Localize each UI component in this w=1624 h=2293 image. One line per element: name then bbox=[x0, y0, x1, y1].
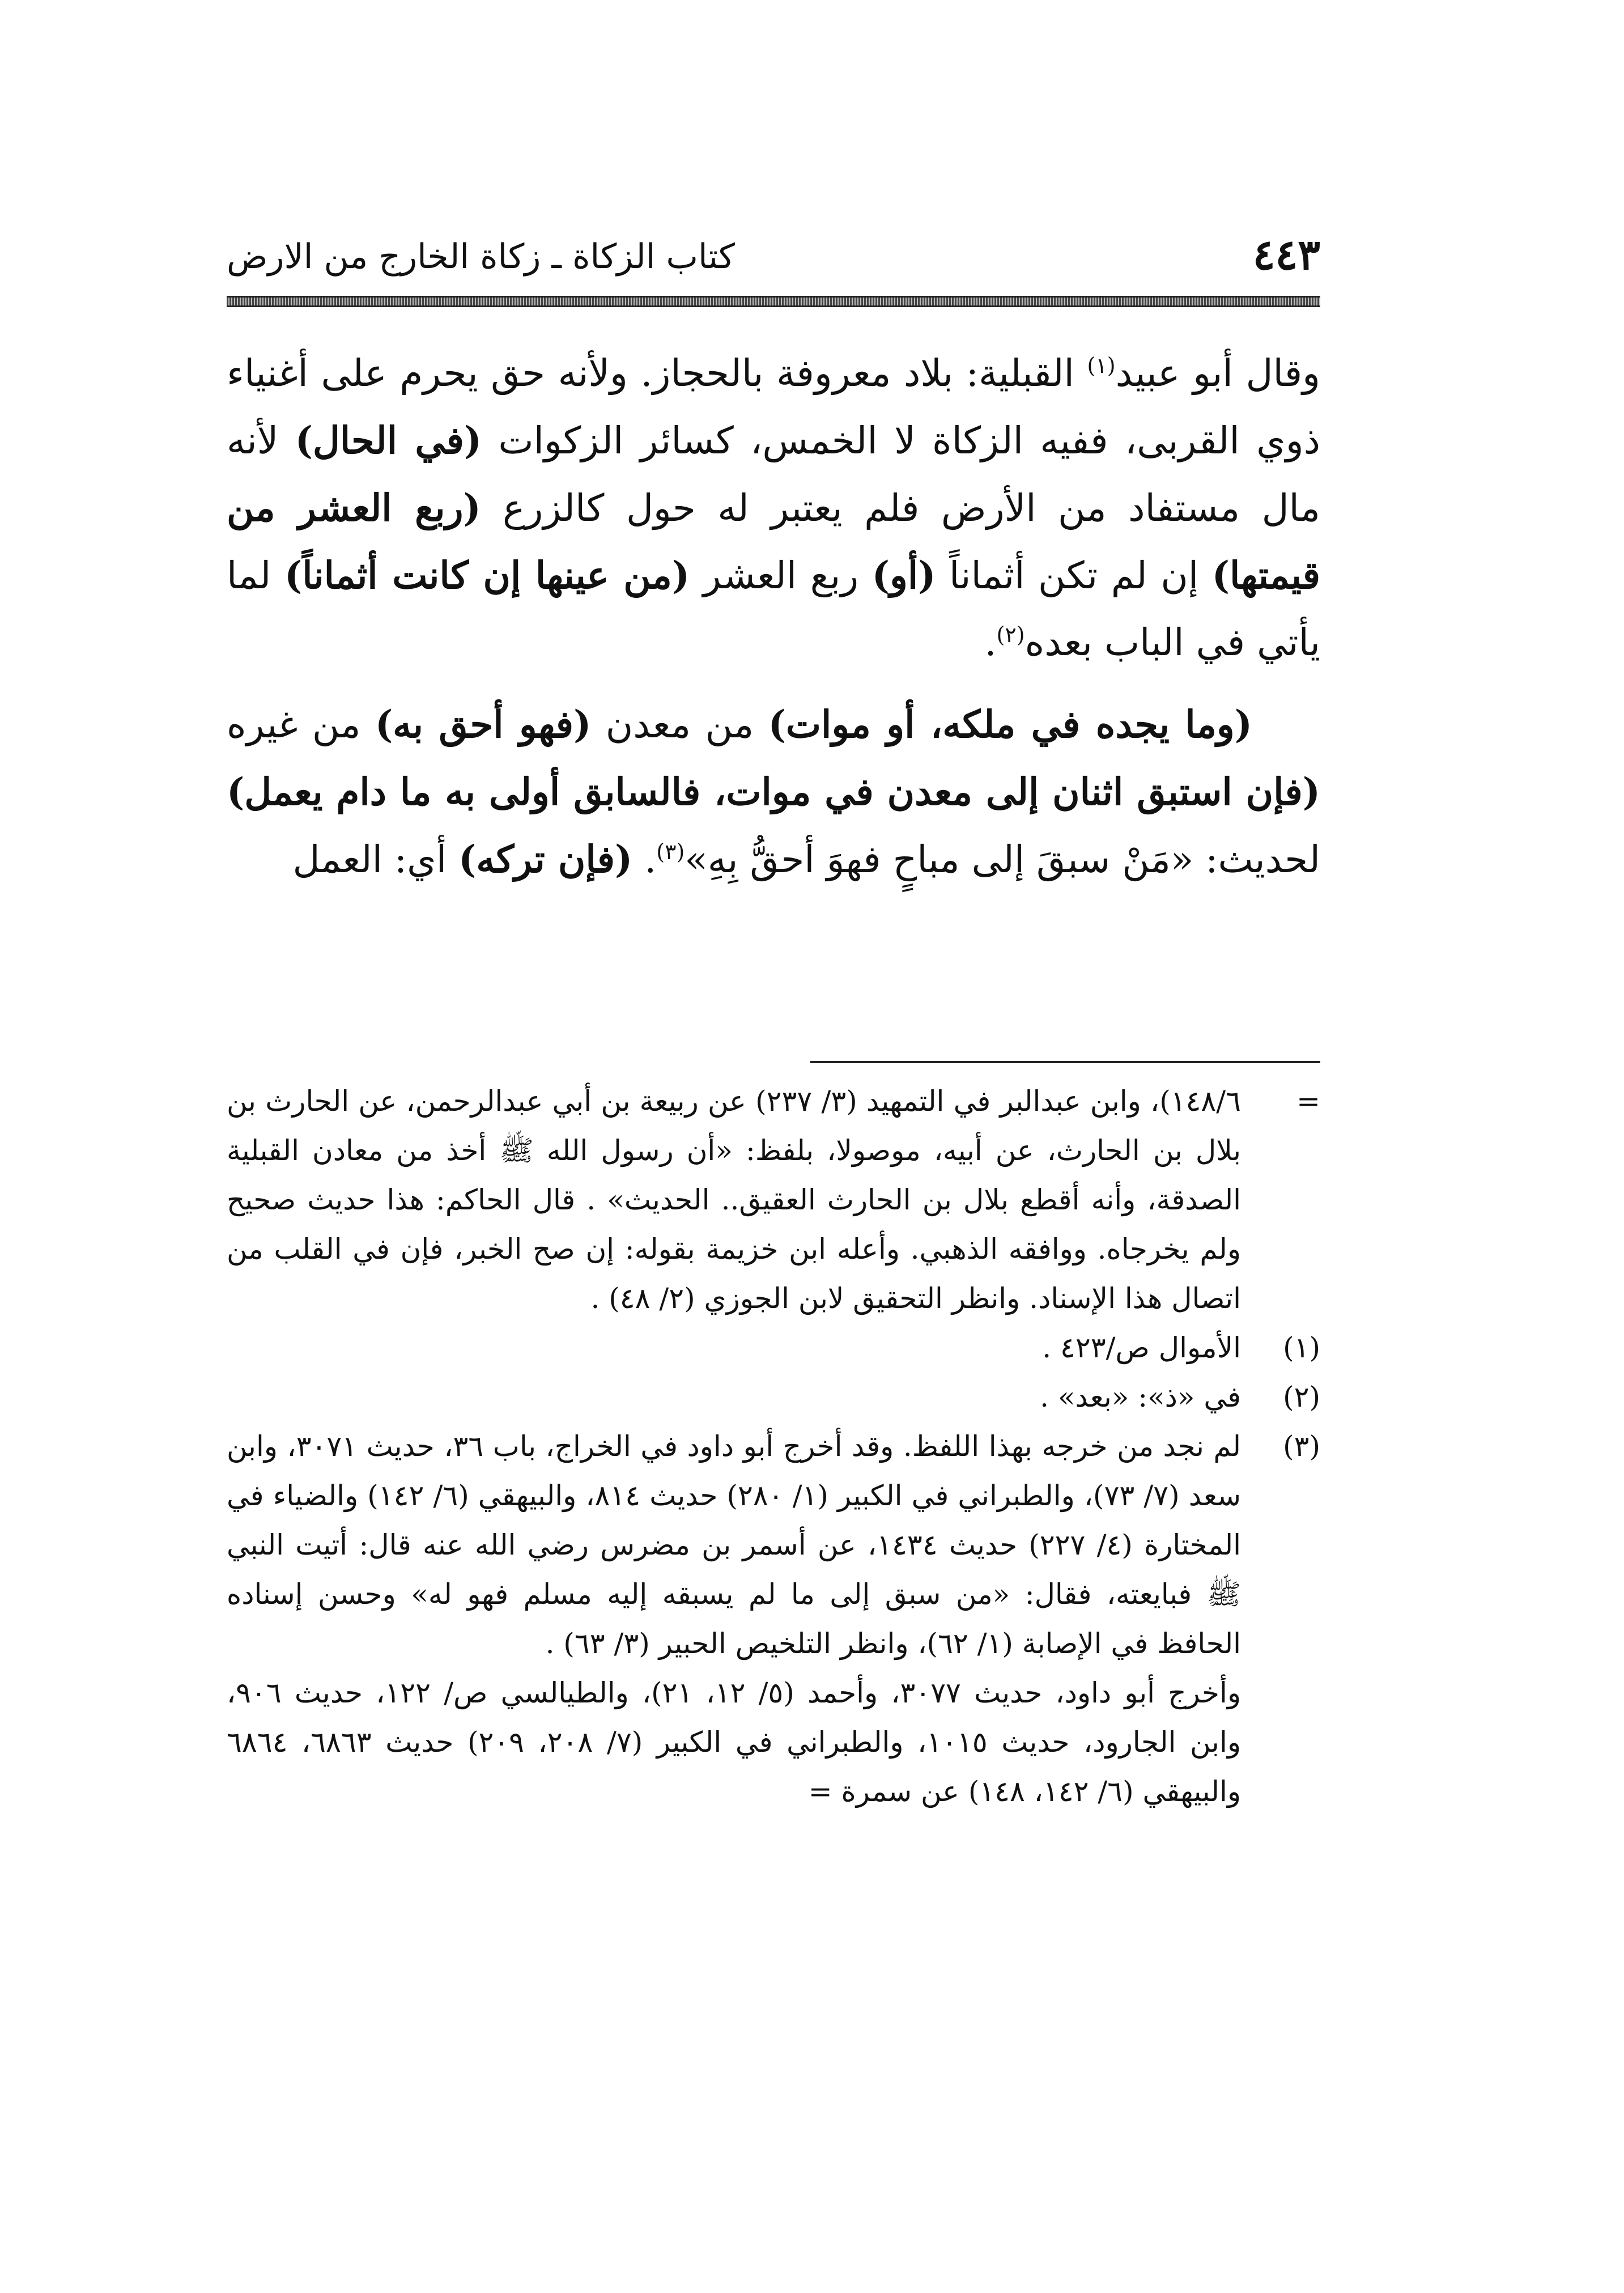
paragraph-1 bbox=[227, 340, 1320, 676]
footnote-text: في «ذ»: «بعد» . bbox=[1040, 1381, 1241, 1413]
main-text bbox=[227, 340, 1320, 908]
text-run: لأنه مال مستفاد من الأرض فلم يعتبر له حول كالزرع bbox=[227, 419, 1320, 530]
matn-text: (ربع العشر من قيمتها) bbox=[227, 486, 1321, 597]
footnote-text: الأموال ص/٤٢٣ . bbox=[1042, 1331, 1241, 1364]
matn-text: (فإن استبق اثنان إلى معدن في موات، فالسابق أولى به ما دام يعمل) bbox=[227, 770, 1320, 814]
text-run: القبلية: بلاد معروفة بالحجاز. ولأنه حق يحرم على أغنياء ذوي القربى، ففيه الزكاة لا الخمس، كسائر الزكوات bbox=[227, 351, 1320, 462]
footnote-3 bbox=[227, 1422, 1320, 1668]
footnote-continued bbox=[227, 1077, 1320, 1323]
text-run: أي: العمل bbox=[292, 838, 459, 881]
header-rule bbox=[227, 296, 1320, 307]
text-run: من معدن bbox=[591, 703, 768, 746]
text-run: لحديث: «مَنْ سبقَ إلى مباحٍ فهوَ أحقُّ بِهِ» bbox=[685, 838, 1320, 881]
footnote-text: لم نجد من خرجه بهذا اللفظ. وقد أخرج أبو داود في الخراج، باب ٣٦، حديث ٣٠٧١، وابن سعد (٧/ ٧٣)، والطبراني في الكبير (١/ ٢٨٠) حديث ٨١٤، والبيهقي (٦/ ١٤٢) والضياء في المختارة (٤/ ٢٢٧) حديث ١٤٣٤، عن أسمر بن مضرس رضي الله عنه قال: أتيت النبي ﷺ فبايعته، فقال: «من سبق إلى ما لم يسبقه إليه مسلم فهو له» وحسن إسناده الحافظ في الإصابة (١/ ٦٢)، وانظر التلخيص الحبير (٣/ ٦٣) . bbox=[227, 1430, 1242, 1660]
footnote-ref-1: (١) bbox=[1087, 353, 1116, 378]
footnote-ref-3: (٣) bbox=[656, 839, 685, 864]
text-run: إن لم تكن أثماناً bbox=[936, 554, 1212, 597]
footnote-3-continuation: وأخرج أبو داود، حديث ٣٠٧٧، وأحمد (٥/ ١٢، ٢١)، والطيالسي ص/ ١٢٢، حديث ٩٠٦، وابن الجارود، حديث ١٠١٥، والطبراني في الكبير (٧/ ٢٠٨، ٢٠٩) حديث ٦٨٦٣، ٦٨٦٤ والبيهقي (٦/ ١٤٢، ١٤٨) عن سمرة = bbox=[227, 1676, 1242, 1808]
page-number: ٤٤٣ bbox=[1252, 231, 1320, 279]
text-run: . bbox=[984, 621, 997, 664]
text-run: . bbox=[632, 838, 657, 881]
footnote-text: ١٤٨/٦)، وابن عبدالبر في التمهيد (٣/ ٢٣٧) عن ربيعة بن أبي عبدالرحمن، عن الحارث بن بلال بن الحارث، عن أبيه، موصولا، بلفظ: «أن رسول الله ﷺ أخذ من معادن القبلية الصدقة، وأنه أقطع بلال بن الحارث العقيق.. الحديث» . قال الحاكم: هذا حديث صحيح ولم يخرجاه. ووافقه الذهبي. وأعله ابن خزيمة بقوله: إن صح الخبر، فإن في القلب من اتصال هذا الإسناد. وانظر التحقيق لابن الجوزي (٢/ ٤٨) . bbox=[227, 1085, 1241, 1315]
text-run: وقال أبو عبيد bbox=[1115, 351, 1320, 395]
matn-text: (فهو أحق به) bbox=[375, 702, 592, 746]
running-title: كتاب الزكاة ـ زكاة الخارج من الارض bbox=[227, 237, 735, 277]
text-run: ربع العشر bbox=[690, 554, 872, 597]
continuation-marker: = bbox=[1296, 1085, 1320, 1118]
matn-text: (أو) bbox=[871, 553, 936, 597]
footnote-1 bbox=[227, 1323, 1320, 1373]
footnote-2 bbox=[227, 1373, 1320, 1422]
text-run: لما يأتي في الباب بعده bbox=[227, 554, 1320, 664]
matn-text: (فإن تركه) bbox=[458, 837, 633, 881]
footnote-ref-2: (٢) bbox=[996, 622, 1025, 647]
text-run: من غيره bbox=[227, 703, 375, 746]
matn-text: (وما يجده في ملكه، أو موات) bbox=[768, 702, 1252, 746]
footnote-number: (٣) bbox=[1283, 1430, 1320, 1463]
matn-text: (من عينها إن كانت أثماناً) bbox=[284, 553, 690, 597]
matn-text: (في الحال) bbox=[295, 418, 482, 462]
running-header bbox=[227, 215, 1320, 300]
footnote-separator bbox=[810, 1061, 1320, 1063]
footnote-number: (١) bbox=[1283, 1331, 1320, 1364]
footnotes bbox=[227, 1077, 1320, 1816]
paragraph-2 bbox=[227, 691, 1320, 893]
footnote-number: (٢) bbox=[1283, 1381, 1320, 1413]
